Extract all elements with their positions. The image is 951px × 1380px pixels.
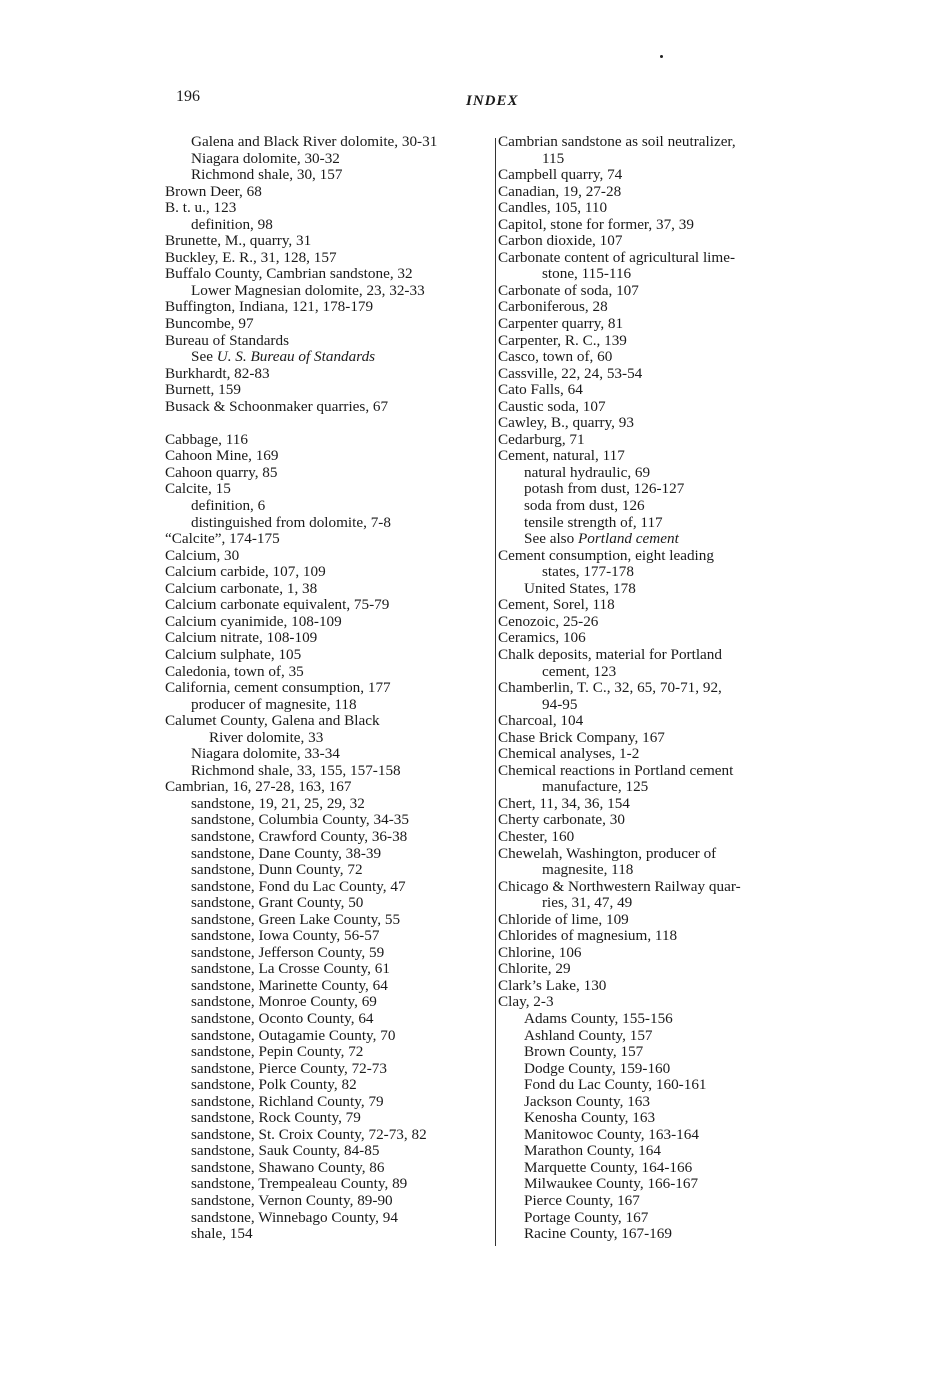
index-entry-text: Cato Falls, 64 [498,381,583,399]
index-entry-text: Brown County, 157 [524,1043,644,1061]
index-entry-text: Carbonate content of agricultural lime- [498,248,736,266]
index-entry [498,333,828,350]
running-head: INDEX [466,93,519,109]
index-entry-text: See also [524,530,578,548]
index-entry-text: Chamberlin, T. C., 32, 65, 70-71, 92, [498,679,722,697]
index-entry-text: Cassville, 22, 24, 53-54 [498,364,643,382]
index-entry-text: Marathon County, 164 [524,1142,661,1160]
index-entry [498,746,828,763]
column-divider [495,138,496,1246]
index-entry-text: sandstone, Marinette County, 64 [191,976,388,994]
index-entry [498,614,828,631]
index-entry [165,796,495,813]
index-entry-text: Chester, 160 [498,827,575,845]
index-entry-text: See [191,348,217,366]
index-entry-text: sandstone, Jefferson County, 59 [191,943,385,961]
index-entry-text: Buckley, E. R., 31, 128, 157 [165,248,337,266]
index-entry [165,829,495,846]
index-entry [498,647,828,664]
index-entry [498,366,828,383]
index-entry [165,548,495,565]
index-entry-text: Campbell quarry, 74 [498,166,623,184]
index-entry-text: Caledonia, town of, 35 [165,662,304,680]
index-entry-text: Carpenter, R. C., 139 [498,331,627,349]
index-entry [165,382,495,399]
index-entry-text: Kenosha County, 163 [524,1109,656,1127]
index-entry [498,266,828,283]
index-entry [165,895,495,912]
index-entry-text: sandstone, Iowa County, 56-57 [191,927,380,945]
index-entry-text: “Calcite”, 174-175 [165,530,280,548]
index-entry [498,283,828,300]
index-entry [165,200,495,217]
index-entry [165,713,495,730]
index-entry [165,1160,495,1177]
index-entry [165,465,495,482]
index-column-right [498,134,828,1243]
index-entry [165,283,495,300]
index-entry [165,531,495,548]
index-entry-text: Manitowoc County, 163-164 [524,1125,699,1143]
index-entry-text: producer of magnesite, 118 [191,695,357,713]
index-entry [498,448,828,465]
index-entry [165,680,495,697]
index-entry [498,316,828,333]
index-entry [165,1094,495,1111]
index-entry-text: Cawley, B., quarry, 93 [498,414,634,432]
index-entry [498,994,828,1011]
index-entry-text: Chemical reactions in Portland cement [498,761,734,779]
index-entry [165,581,495,598]
index-entry [165,862,495,879]
index-entry [498,1077,828,1094]
index-entry-text: sandstone, Rock County, 79 [191,1109,361,1127]
index-entry-text: Cement consumption, eight leading [498,546,714,564]
index-entry-text: Cenozoic, 25-26 [498,612,599,630]
index-entry-text: Calcite, 15 [165,480,231,498]
index-entry-text: B. t. u., 123 [165,199,237,217]
index-entry-text: Richmond shale, 30, 157 [191,166,343,184]
index-entry [498,895,828,912]
index-entry [165,448,495,465]
index-entry-text: Cement, Sorel, 118 [498,596,615,614]
index-entry-text: sandstone, Shawano County, 86 [191,1158,385,1176]
index-entry [498,1044,828,1061]
index-entry [498,862,828,879]
index-entry [165,316,495,333]
index-entry [498,233,828,250]
index-entry-text: 94-95 [542,695,578,713]
index-entry [498,299,828,316]
index-entry-text: ries, 31, 47, 49 [542,894,633,912]
index-entry [165,1011,495,1028]
index-entry-text: sandstone, Richland County, 79 [191,1092,384,1110]
print-speck [660,55,663,58]
index-entry [165,994,495,1011]
index-entry [498,1028,828,1045]
index-entry [165,250,495,267]
index-entry-text: Calcium sulphate, 105 [165,645,302,663]
index-entry-text: Carbon dioxide, 107 [498,232,623,250]
index-entry [165,217,495,234]
index-entry-text: Milwaukee County, 166-167 [524,1175,699,1193]
index-entry [498,1110,828,1127]
index-entry [165,1061,495,1078]
index-entry-crossref: U. S. Bureau of Standards [216,348,376,366]
index-entry [165,167,495,184]
index-entry-text: Chemical analyses, 1-2 [498,745,640,763]
index-entry [498,796,828,813]
index-entry-text: natural hydraulic, 69 [524,463,651,481]
index-entry-text: sandstone, Monroe County, 69 [191,993,377,1011]
index-entry-text: Jackson County, 163 [524,1092,650,1110]
index-entry-text: sandstone, Pierce County, 72-73 [191,1059,387,1077]
index-entry [165,1226,495,1243]
index-entry [498,200,828,217]
index-entry [165,515,495,532]
index-entry-text: Calcium carbide, 107, 109 [165,563,326,581]
index-entry-text: Burnett, 159 [165,381,241,399]
index-entry-text: soda from dust, 126 [524,497,645,515]
index-entry [165,664,495,681]
index-entry [498,961,828,978]
index-entry [165,763,495,780]
index-entry [498,382,828,399]
index-entry [498,846,828,863]
index-entry [165,481,495,498]
index-entry-text: sandstone, Trempealeau County, 89 [191,1175,408,1193]
index-entry [165,366,495,383]
index-entry-text: Dodge County, 159-160 [524,1059,671,1077]
index-entry-text: Burkhardt, 82-83 [165,364,270,382]
index-entry [498,1143,828,1160]
index-entry [498,779,828,796]
index-entry-text: Chlorine, 106 [498,943,582,961]
index-entry [165,233,495,250]
index-entry [498,1193,828,1210]
index-entry-text: Calcium carbonate equivalent, 75-79 [165,596,390,614]
index-entry-text: stone, 115-116 [542,265,632,283]
index-entry [165,1143,495,1160]
index-entry [165,1077,495,1094]
index-entry-text: states, 177-178 [542,563,634,581]
index-entry-text: Calcium nitrate, 108-109 [165,629,318,647]
index-entry [498,481,828,498]
index-entry-text: Cahoon quarry, 85 [165,463,278,481]
index-entry-text: Carpenter quarry, 81 [498,315,624,333]
index-entry-text: Fond du Lac County, 160-161 [524,1076,707,1094]
index-entry [165,730,495,747]
index-entry-text: Clark’s Lake, 130 [498,976,607,994]
index-entry-text: Bureau of Standards [165,331,289,349]
index-entry-text: Capitol, stone for former, 37, 39 [498,215,694,233]
index-entry-text: California, cement consumption, 177 [165,679,391,697]
index-entry [498,978,828,995]
index-entry [165,630,495,647]
index-entry [165,928,495,945]
index-entry [165,879,495,896]
index-entry [498,664,828,681]
index-entry-text: Pierce County, 167 [524,1192,640,1209]
index-entry-text: distinguished from dolomite, 7-8 [191,513,391,531]
index-entry [498,912,828,929]
index-entry-text: Chewelah, Washington, producer of [498,844,717,862]
index-entry-text: sandstone, Oconto County, 64 [191,1009,374,1027]
index-entry-text: sandstone, Winnebago County, 94 [191,1208,398,1226]
index-entry-text: Cherty carbonate, 30 [498,811,625,829]
index-entry [498,680,828,697]
index-entry [498,1160,828,1177]
index-entry [498,879,828,896]
index-entry-text: Cement, natural, 117 [498,447,625,465]
index-entry [498,1011,828,1028]
index-entry [165,978,495,995]
index-entry-text: sandstone, St. Croix County, 72-73, 82 [191,1125,427,1143]
index-entry-text: Richmond shale, 33, 155, 157-158 [191,761,401,779]
index-entry-text: sandstone, Polk County, 82 [191,1076,357,1094]
index-entry-text: definition, 6 [191,497,266,515]
index-entry-text: Cahoon Mine, 169 [165,447,279,465]
index-entry-text: Calumet County, Galena and Black [165,712,380,730]
index-entry-text: River dolomite, 33 [209,728,324,746]
index-entry-text: sandstone, La Crosse County, 61 [191,960,390,978]
index-entry [498,697,828,714]
index-entry-text: Charcoal, 104 [498,712,584,730]
index-entry-text: Cabbage, 116 [165,430,248,448]
index-entry-text: manufacture, 125 [542,778,649,796]
index-entry [498,1210,828,1227]
index-entry [498,151,828,168]
index-entry-text: Carbonate of soda, 107 [498,281,639,299]
index-entry-text: sandstone, Green Lake County, 55 [191,910,401,928]
index-entry-text: Candles, 105, 110 [498,199,608,217]
index-entry [498,531,828,548]
index-entry [498,763,828,780]
index-entry [498,829,828,846]
index-entry-text: magnesite, 118 [542,861,634,879]
index-entry [165,697,495,714]
index-entry [498,945,828,962]
index-entry-text: sandstone, Crawford County, 36-38 [191,827,408,845]
index-entry-text: sandstone, Outagamie County, 70 [191,1026,396,1044]
index-entry [498,415,828,432]
index-entry-text: sandstone, Fond du Lac County, 47 [191,877,406,895]
index-entry-text: definition, 98 [191,215,273,233]
index-entry [498,1061,828,1078]
index-entry-text: tensile strength of, 117 [524,513,663,531]
index-entry-text: Calcium carbonate, 1, 38 [165,579,318,597]
index-entry-text: Chloride of lime, 109 [498,910,629,928]
index-entry [165,432,495,449]
index-entry [165,846,495,863]
index-entry-text: Ceramics, 106 [498,629,586,647]
index-entry-text: Chase Brick Company, 167 [498,728,665,746]
index-entry [498,713,828,730]
index-entry [165,184,495,201]
index-entry-text: Calcium cyanimide, 108-109 [165,612,342,630]
index-entry [498,1226,828,1243]
index-entry [498,581,828,598]
index-entry-text: Calcium, 30 [165,546,240,564]
index-entry [498,498,828,515]
index-entry [498,812,828,829]
index-entry-text: United States, 178 [524,579,636,597]
index-entry-text: Canadian, 19, 27-28 [498,182,622,200]
index-entry-text: Portage County, 167 [524,1208,649,1226]
index-entry-crossref: Portland cement [578,530,679,548]
index-entry [498,1176,828,1193]
index-entry [498,564,828,581]
index-entry-text: Buffington, Indiana, 121, 178-179 [165,298,374,316]
index-entry [165,746,495,763]
index-entry-text: Adams County, 155-156 [524,1009,673,1027]
index-entry-text: Niagara dolomite, 30-32 [191,149,340,167]
index-entry [165,812,495,829]
index-entry-text: Cambrian sandstone as soil neutralizer, [498,133,736,150]
index-entry-text: sandstone, Columbia County, 34-35 [191,811,409,829]
index-entry [498,134,828,151]
index-entry [498,928,828,945]
index-entry-text: 115 [542,149,565,167]
index-entry [498,432,828,449]
index-entry-text: Brown Deer, 68 [165,182,262,200]
index-entry-text: potash from dust, 126-127 [524,480,685,498]
index-entry [165,945,495,962]
index-entry-text: Caustic soda, 107 [498,397,606,415]
index-entry-text: Chicago & Northwestern Railway quar- [498,877,741,895]
index-entry [165,779,495,796]
index-entry-text: Niagara dolomite, 33-34 [191,745,340,763]
index-entry [165,151,495,168]
index-entry-text: sandstone, 19, 21, 25, 29, 32 [191,794,365,812]
index-entry [165,912,495,929]
index-entry [498,217,828,234]
index-entry [165,349,495,366]
index-entry [498,1094,828,1111]
index-entry-text: Marquette County, 164-166 [524,1158,693,1176]
index-entry [165,597,495,614]
index-entry [498,515,828,532]
index-entry-text: sandstone, Pepin County, 72 [191,1043,364,1061]
index-entry [165,1176,495,1193]
index-entry-text: sandstone, Vernon County, 89-90 [191,1192,393,1209]
index-entry [498,548,828,565]
page-number: 196 [176,88,200,105]
index-entry [165,1193,495,1210]
index-entry-text: Cambrian, 16, 27-28, 163, 167 [165,778,352,796]
entry-spacer [165,415,495,432]
index-entry-text: sandstone, Dane County, 38-39 [191,844,382,862]
index-entry-text: sandstone, Dunn County, 72 [191,861,363,879]
index-entry-text: Carboniferous, 28 [498,298,608,316]
index-entry-text: Chlorides of magnesium, 118 [498,927,678,945]
index-entry [165,1028,495,1045]
index-entry [165,1044,495,1061]
index-entry [498,184,828,201]
index-entry [165,564,495,581]
index-entry [165,1210,495,1227]
index-entry [498,597,828,614]
index-entry [165,498,495,515]
index-entry [165,399,495,416]
index-entry [498,167,828,184]
index-entry [498,349,828,366]
index-entry-text: cement, 123 [542,662,617,680]
index-entry-text: Buffalo County, Cambrian sandstone, 32 [165,265,413,283]
index-entry-text: Lower Magnesian dolomite, 23, 32-33 [191,281,425,299]
index-entry [165,614,495,631]
index-entry [165,134,495,151]
index-entry [498,399,828,416]
index-entry-text: Ashland County, 157 [524,1026,653,1044]
index-entry-text: Chalk deposits, material for Portland [498,645,722,663]
index-entry [498,730,828,747]
index-entry-text: sandstone, Sauk County, 84-85 [191,1142,380,1160]
index-entry-text: Galena and Black River dolomite, 30-31 [191,133,438,150]
index-entry-text: Busack & Schoonmaker quarries, 67 [165,397,389,415]
index-entry-text: Racine County, 167-169 [524,1225,672,1243]
index-entry-text: Buncombe, 97 [165,315,254,333]
index-entry [165,1110,495,1127]
index-entry [498,250,828,267]
index-entry-text: shale, 154 [191,1225,253,1243]
index-entry [165,647,495,664]
index-column-left [165,134,495,1243]
index-entry [498,630,828,647]
index-entry-text: Clay, 2-3 [498,993,554,1011]
index-entry [165,299,495,316]
index-entry [498,465,828,482]
index-entry-text: Chert, 11, 34, 36, 154 [498,794,630,812]
index-entry-text: Chlorite, 29 [498,960,571,978]
index-entry [165,1127,495,1144]
index-entry-text: Cedarburg, 71 [498,430,585,448]
index-entry-text: sandstone, Grant County, 50 [191,894,364,912]
index-entry-text: Casco, town of, 60 [498,348,613,366]
index-entry-text: Brunette, M., quarry, 31 [165,232,312,250]
index-entry [165,266,495,283]
index-entry [498,1127,828,1144]
index-entry [165,333,495,350]
index-entry [165,961,495,978]
